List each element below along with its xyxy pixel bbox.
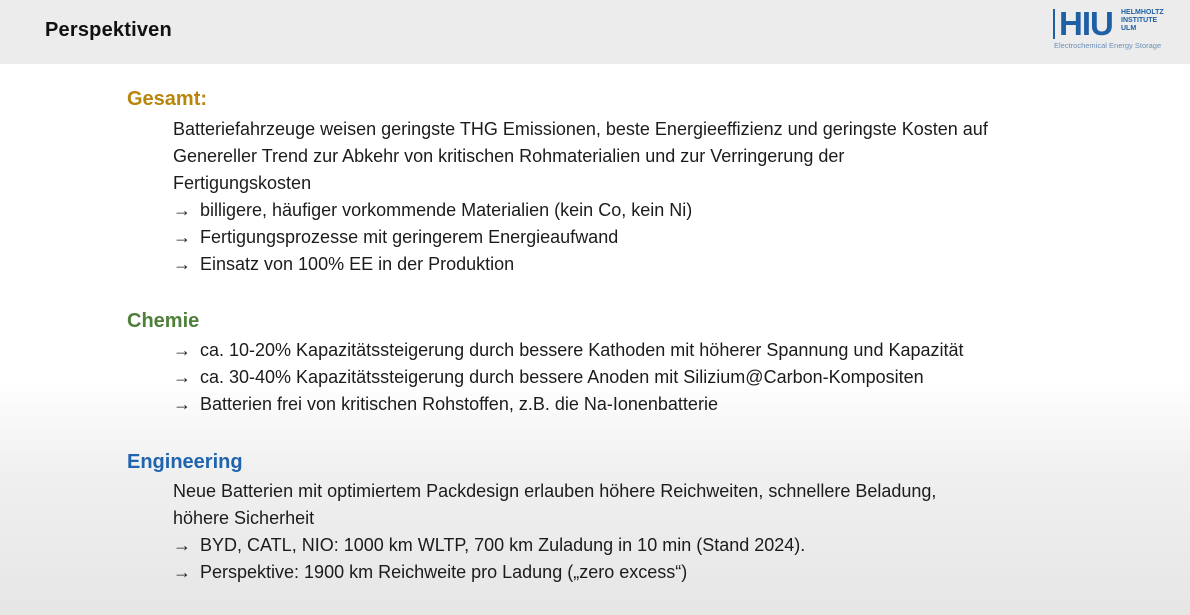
arrow-icon: → [173,367,191,387]
bullet-text: Fertigungsprozesse mit geringerem Energieaufwand [200,227,619,247]
slide-header [0,0,1190,64]
logo-mark: HIU [1059,5,1113,42]
arrow-icon: → [173,254,191,274]
bullet-text: ca. 10-20% Kapazitätssteigerung durch bessere Kathoden mit höherer Spannung und Kapazität [200,340,964,360]
arrow-icon: → [173,394,191,414]
engineering-line-2: höhere Sicherheit [173,508,315,528]
arrow-icon: → [173,562,191,582]
engineering-bullet-2 [173,559,687,586]
page-title: Perspektiven [45,19,172,41]
logo-bar [1053,9,1055,39]
gesamt-bullet-1 [173,197,692,224]
logo-institute: HELMHOLTZ INSTITUTE ULM [1121,9,1164,32]
bullet-text: billigere, häufiger vorkommende Materialien (kein Co, kein Ni) [200,200,693,220]
bullet-text: ca. 30-40% Kapazitätssteigerung durch bessere Anoden mit Silizium@Carbon-Kompositen [200,367,924,387]
heading-gesamt: Gesamt: [127,88,208,110]
gesamt-bullet-3 [173,251,514,278]
chemie-bullet-1 [173,337,964,364]
arrow-icon: → [173,200,191,220]
bullet-text: Batterien frei von kritischen Rohstoffen, z.B. die Na-Ionenbatterie [200,394,718,414]
gesamt-line-3: Fertigungskosten [173,173,312,193]
heading-engineering: Engineering [127,451,243,473]
logo-subtitle: Electrochemical Energy Storage [1054,41,1162,50]
bullet-text: Einsatz von 100% EE in der Produktion [200,254,515,274]
gesamt-bullet-2 [173,224,618,251]
engineering-line-1: Neue Batterien mit optimiertem Packdesign erlauben höhere Reichweiten, schnellere Beladung, [173,481,937,501]
gesamt-line-1: Batteriefahrzeuge weisen geringste THG Emissionen, beste Energieeffizienz und geringste Kosten auf [173,119,988,139]
arrow-icon: → [173,227,191,247]
chemie-bullet-3 [173,391,718,418]
hiu-logo [1052,7,1172,51]
chemie-bullet-2 [173,364,924,391]
gesamt-line-2: Genereller Trend zur Abkehr von kritischen Rohmaterialien und zur Verringerung der [173,146,845,166]
arrow-icon: → [173,535,191,555]
engineering-bullet-1 [173,532,805,559]
bullet-text: BYD, CATL, NIO: 1000 km WLTP, 700 km Zuladung in 10 min (Stand 2024). [200,535,806,555]
arrow-icon: → [173,340,191,360]
bullet-text: Perspektive: 1900 km Reichweite pro Ladung („zero excess“) [200,562,688,582]
heading-chemie: Chemie [127,310,200,332]
